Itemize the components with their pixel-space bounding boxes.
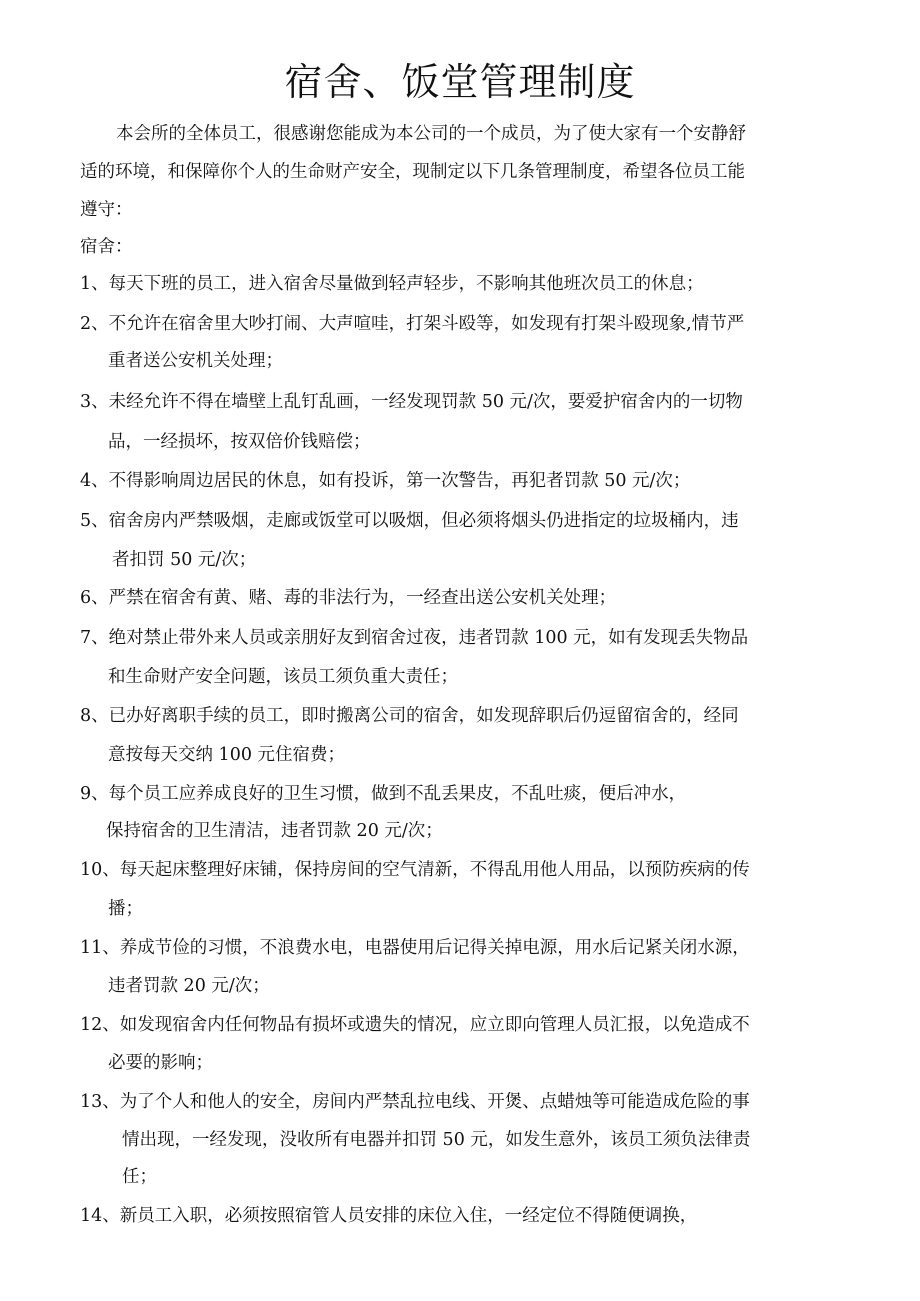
section-label-dormitory: 宿舍： xyxy=(80,237,133,257)
rule-7-line-2: 和生命财产安全问题，该员工须负重大责任； xyxy=(108,667,458,687)
intro-line-2: 适的环境，和保障你个人的生命财产安全，现制定以下几条管理制度，希望各位员工能 xyxy=(80,162,745,182)
rule-8-line-2: 意按每天交纳 100 元住宿费； xyxy=(108,745,346,765)
rule-10-line-2: 播； xyxy=(108,899,143,919)
rule-2-line-1: 2、不允许在宿舍里大吵打闹、大声喧哇，打架斗殴等，如发现有打架斗殴现象,情节严 xyxy=(80,314,745,334)
page-title: 宿舍、饭堂管理制度 xyxy=(284,60,636,104)
rule-10-line-1: 10、每天起床整理好床铺，保持房间的空气清新，不得乱用他人用品，以预防疾病的传 xyxy=(80,860,750,880)
rule-6-line-1: 6、严禁在宿舍有黄、赌、毒的非法行为，一经查出送公安机关处理； xyxy=(80,588,617,608)
rule-7-line-1: 7、绝对禁止带外来人员或亲朋好友到宿舍过夜，违者罚款 100 元，如有发现丢失物品 xyxy=(80,628,749,648)
rule-12-line-2: 必要的影响； xyxy=(108,1053,213,1073)
rule-9-line-2: 保持宿舍的卫生清洁，违者罚款 20 元/次； xyxy=(106,821,443,841)
rule-3-line-1: 3、未经允许不得在墙壁上乱钉乱画，一经发现罚款 50 元/次，要爱护宿舍内的一切物 xyxy=(80,392,743,412)
rule-5-line-1: 5、宿舍房内严禁吸烟，走廊或饭堂可以吸烟，但必须将烟头仍进指定的垃圾桶内，违 xyxy=(80,511,739,531)
rule-9-line-1: 9、每个员工应养成良好的卫生习惯，做到不乱丢果皮，不乱吐痰，便后冲水， xyxy=(80,784,687,804)
rule-1-line-1: 1、每天下班的员工，进入宿舍尽量做到轻声轻步，不影响其他班次员工的休息； xyxy=(80,274,704,294)
rule-13-line-1: 13、为了个人和他人的安全，房间内严禁乱拉电线、开煲、点蜡烛等可能造成危险的事 xyxy=(80,1092,750,1112)
rule-13-line-3: 任； xyxy=(122,1167,157,1187)
rule-14-line-1: 14、新员工入职，必须按照宿管人员安排的床位入住，一经定位不得随便调换， xyxy=(80,1206,698,1226)
rule-11-line-1: 11、养成节俭的习惯，不浪费水电，电器使用后记得关掉电源，用水后记紧关闭水源， xyxy=(80,938,750,958)
rule-4-line-1: 4、不得影响周边居民的休息，如有投诉，第一次警告，再犯者罚款 50 元/次； xyxy=(80,471,691,491)
rule-8-line-1: 8、已办好离职手续的员工，即时搬离公司的宿舍，如发现辞职后仍逗留宿舍的，经同 xyxy=(80,706,739,726)
rule-5-line-2: 者扣罚 50 元/次； xyxy=(112,550,257,570)
rule-11-line-2: 违者罚款 20 元/次； xyxy=(108,976,270,996)
rule-2-line-2: 重者送公安机关处理； xyxy=(108,351,283,371)
rule-13-line-2: 情出现，一经发现，没收所有电器并扣罚 50 元，如发生意外，该员工须负法律责 xyxy=(122,1130,751,1150)
intro-line-1: 本会所的全体员工，很感谢您能成为本公司的一个成员，为了使大家有一个安静舒 xyxy=(116,124,746,144)
intro-line-3: 遵守： xyxy=(80,200,133,220)
rule-12-line-1: 12、如发现宿舍内任何物品有损坏或遗失的情况，应立即向管理人员汇报，以免造成不 xyxy=(80,1015,750,1035)
rule-3-line-2: 品，一经损坏，按双倍价钱赔偿； xyxy=(108,432,371,452)
